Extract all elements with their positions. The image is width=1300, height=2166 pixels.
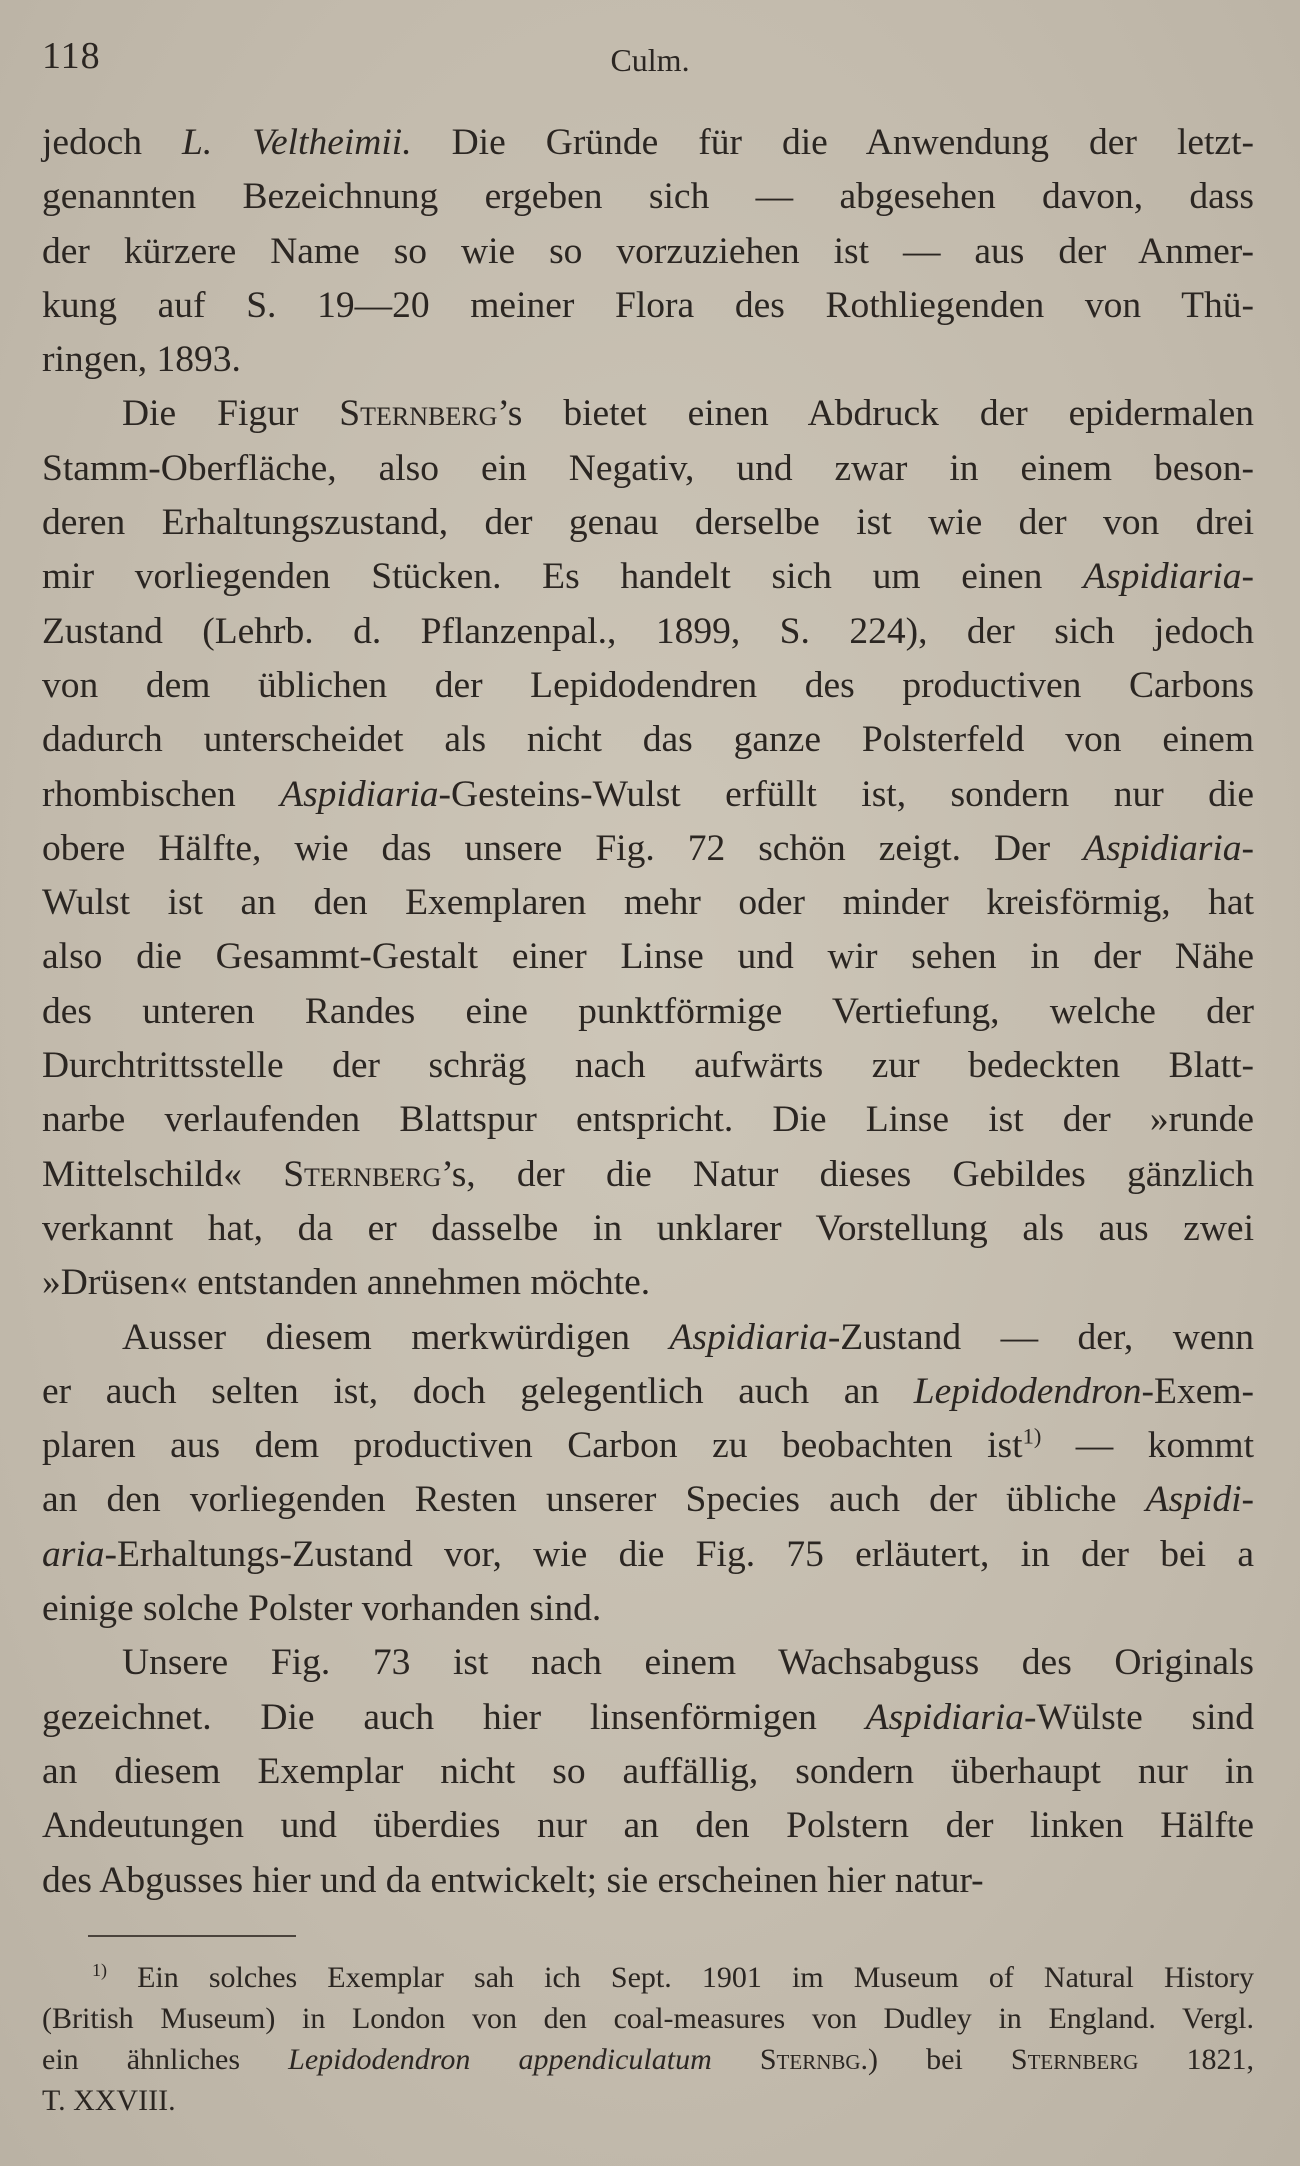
italic-term: Aspidiaria [280, 773, 439, 815]
text-line [42, 1365, 1254, 1419]
text-line [42, 1799, 1254, 1853]
text-run: Wulst ist an den Exemplaren mehr oder minder kreisförmig, hat [42, 882, 1254, 924]
italic-term: Aspidi- [1145, 1479, 1254, 1521]
paragraph [42, 387, 1254, 1310]
text-run: -Zustand — der, wenn [827, 1316, 1254, 1358]
text-line [42, 442, 1254, 496]
author-name: Sternberg [339, 393, 498, 435]
text-line [42, 1745, 1254, 1799]
text-run [712, 2043, 760, 2076]
text-run: -Gesteins-Wulst erfüllt ist, sondern nur die [438, 773, 1254, 815]
footnote-line [42, 2039, 1254, 2080]
text-run: ’s bietet einen Abdruck der epidermalen [497, 393, 1254, 435]
footnote-marker: 1) [1022, 1423, 1042, 1449]
text-line [42, 713, 1254, 767]
text-run: jedoch [42, 122, 182, 163]
text-run: -Exem- [1141, 1370, 1254, 1412]
paragraph [42, 1311, 1254, 1637]
paragraph [42, 1636, 1254, 1907]
text-line [42, 1202, 1254, 1256]
text-line [42, 1691, 1254, 1745]
text-run: ) bei [868, 2043, 1011, 2076]
text-line [42, 279, 1254, 333]
text-run: rhombischen [42, 773, 281, 815]
footnote-marker: 1) [92, 1960, 107, 1980]
text-run: (British Museum) in London von den coal-measures von Dudley in England. Vergl. [42, 2002, 1254, 2035]
text-run: plaren aus dem productiven Carbon zu beobachten ist [42, 1425, 1023, 1467]
text-line [42, 1854, 1254, 1908]
italic-term: Aspidiaria [865, 1696, 1025, 1738]
text-run: deren Erhaltungszustand, der genau derselbe ist wie der von drei [42, 502, 1254, 544]
text-run: 1821, [1138, 2043, 1255, 2076]
italic-term: Aspidiaria [669, 1316, 828, 1358]
text-run: Ausser diesem merkwürdigen [122, 1316, 670, 1358]
text-line [42, 496, 1254, 550]
text-run: er auch selten ist, doch gelegentlich auch an [42, 1370, 914, 1412]
text-line [42, 1093, 1254, 1147]
page-number: 118 [42, 35, 101, 77]
text-run: des unteren Randes eine punktförmige Vertiefung, welche der [42, 990, 1254, 1032]
author-name: Sternbg. [759, 2043, 869, 2076]
text-run: des Abgusses hier und da entwickelt; sie erscheinen hier natur- [42, 1859, 984, 1901]
text-line [42, 333, 1254, 387]
text-run: also die Gesammt-Gestalt einer Linse und wir sehen in der Nähe [42, 936, 1254, 978]
italic-term: Aspidiaria- [1083, 827, 1254, 869]
text-run: -Wülste sind [1024, 1696, 1254, 1738]
footnote-line [42, 1957, 1254, 1998]
footnote-rule [88, 1935, 296, 1937]
text-run: dadurch unterscheidet als nicht das ganze Polsterfeld von einem [42, 719, 1254, 761]
text-run: an diesem Exemplar nicht so auffällig, sondern überhaupt nur in [42, 1750, 1254, 1792]
text-run: Die Gründe für die Anwendung der letzt- [411, 122, 1254, 163]
footnote [42, 1957, 1254, 2121]
text-run: Mittelschild« [42, 1153, 284, 1195]
text-run: narbe verlaufenden Blattspur entspricht. Die Linse ist der »runde [42, 1099, 1254, 1141]
text-run: an den vorliegenden Resten unserer Species auch der übliche [42, 1479, 1146, 1521]
text-line [42, 876, 1254, 930]
text-line [42, 550, 1254, 604]
text-line [42, 605, 1254, 659]
text-run: obere Hälfte, wie das unsere Fig. 72 schön zeigt. Der [42, 827, 1084, 869]
text-line [42, 1419, 1254, 1473]
author-name: Sternberg [1010, 2043, 1139, 2076]
text-run: T. XXVIII. [42, 2084, 176, 2117]
text-run: Ein solches Exemplar sah ich Sept. 1901 im Museum of Natural History [107, 1961, 1254, 1994]
running-head: Culm. [610, 42, 690, 78]
text-line [42, 768, 1254, 822]
text-line [42, 1636, 1254, 1690]
text-line [42, 1473, 1254, 1527]
footnote-line [42, 2080, 1254, 2121]
text-run: Zustand (Lehrb. d. Pflanzenpal., 1899, S. 224), der sich jedoch [42, 610, 1254, 652]
text-run: gezeichnet. Die auch hier linsenförmigen [42, 1696, 866, 1738]
paragraph [42, 116, 1254, 387]
text-line [42, 225, 1254, 279]
text-run: einige solche Polster vorhanden sind. [42, 1588, 602, 1630]
italic-term: L. Veltheimii. [181, 122, 412, 163]
main-text [42, 116, 1254, 1908]
text-line [42, 822, 1254, 876]
italic-term: aria [42, 1533, 105, 1575]
text-run: Andeutungen und überdies nur an den Polstern der linken Hälfte [42, 1805, 1254, 1847]
text-run: ringen, 1893. [42, 339, 241, 381]
text-line [42, 1039, 1254, 1093]
text-line [42, 659, 1254, 713]
text-line [42, 170, 1254, 224]
text-line [42, 1311, 1254, 1365]
text-run: Durchtrittsstelle der schräg nach aufwärts zur bedeckten Blatt- [42, 1045, 1254, 1087]
author-name: Sternberg [283, 1153, 442, 1195]
text-run: -Erhaltungs-Zustand vor, wie die Fig. 75 erläutert, in der bei a [104, 1533, 1254, 1575]
text-line [42, 116, 1254, 170]
text-run: ein ähnliches [42, 2043, 289, 2076]
text-run: genannten Bezeichnung ergeben sich — abgesehen davon, dass [42, 176, 1254, 218]
text-run: verkannt hat, da er dasselbe in unklarer Vorstellung als aus zwei [42, 1207, 1254, 1249]
text-line [42, 1528, 1254, 1582]
text-line [42, 1148, 1254, 1202]
text-line [42, 1582, 1254, 1636]
text-run: »Drüsen« entstanden annehmen möchte. [42, 1262, 651, 1304]
italic-term: Lepidodendron [913, 1370, 1142, 1412]
text-run: ’s, der die Natur dieses Gebildes gänzlich [441, 1153, 1254, 1195]
text-run: Die Figur [122, 393, 340, 435]
text-run: von dem üblichen der Lepidodendren des productiven Carbons [42, 664, 1254, 706]
text-line [42, 387, 1254, 441]
text-line [42, 1256, 1254, 1310]
text-run: der kürzere Name so wie so vorzuziehen ist — aus der Anmer- [42, 230, 1254, 272]
footnote-line [42, 1998, 1254, 2039]
text-line [42, 985, 1254, 1039]
page-header [42, 30, 1258, 86]
text-run: kung auf S. 19—20 meiner Flora des Rothliegenden von Thü- [42, 284, 1254, 326]
italic-term: Aspidiaria- [1083, 556, 1254, 598]
italic-term: Lepidodendron appendiculatum [288, 2043, 712, 2076]
text-run: Stamm-Oberfläche, also ein Negativ, und zwar in einem beson- [42, 447, 1254, 489]
text-line [42, 930, 1254, 984]
text-run: mir vorliegenden Stücken. Es handelt sich um einen [42, 556, 1084, 598]
text-run: — kommt [1041, 1425, 1254, 1467]
text-run: Unsere Fig. 73 ist nach einem Wachsabguss des Originals [122, 1642, 1254, 1684]
